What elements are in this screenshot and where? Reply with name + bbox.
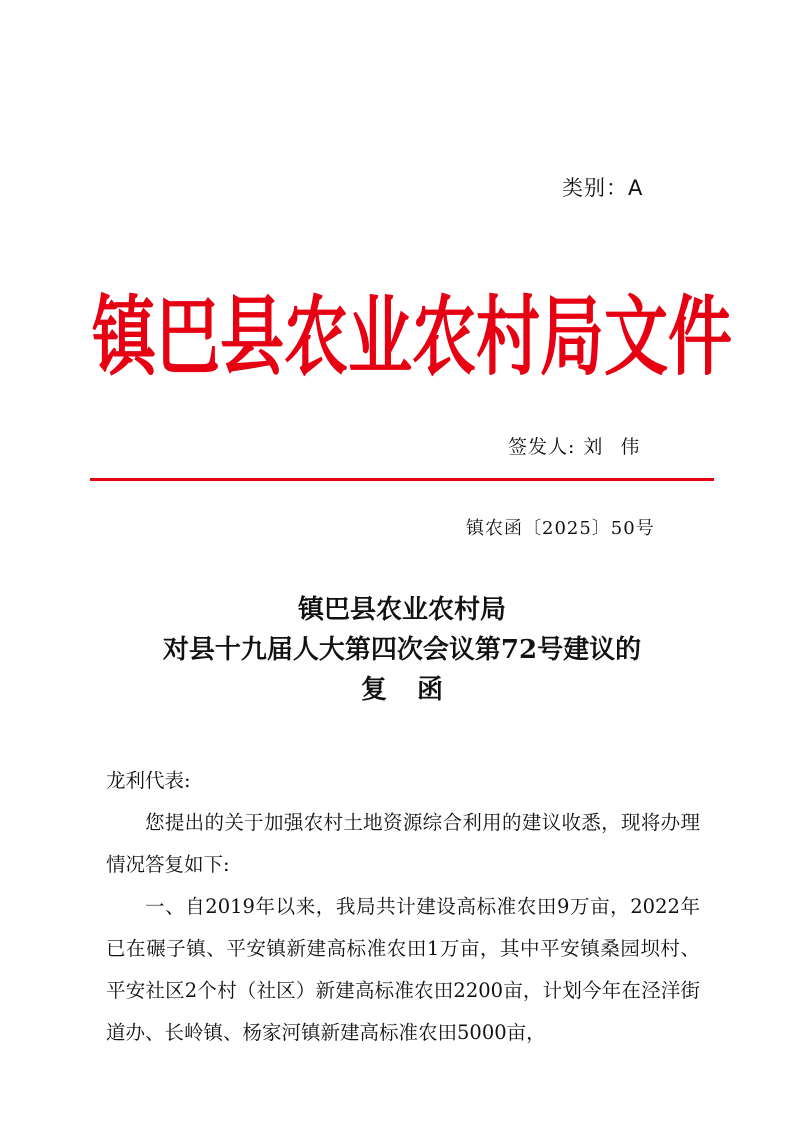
document-body <box>106 760 700 1054</box>
document-masthead: 镇巴县农业农村局文件 <box>92 288 732 389</box>
salutation: 龙利代表: <box>106 769 191 792</box>
red-divider-line <box>90 478 714 481</box>
signer-line <box>508 432 657 459</box>
title-line-2: 对县十九届人大第四次会议第72号建议的 <box>162 635 642 665</box>
title-line-3: 复函 <box>360 675 473 705</box>
signer-name: 刘伟 <box>583 436 658 458</box>
body-paragraph: 一、自2019年以来，我局共计建设高标准农田9万亩，2022年已在碾子镇、平安镇新建高标准农田1万亩，其中平安镇桑园坝村、平安社区2个村（社区）新建高标准农田2200亩，计划今年在泾洋街道办、长岭镇、杨家河镇新建高标准农田5000亩， <box>106 895 700 1044</box>
signer-label: 签发人: <box>508 436 576 458</box>
document-title <box>90 590 714 710</box>
document-number: 镇农函〔2025〕50号 <box>466 518 655 539</box>
body-paragraph: 您提出的关于加强农村土地资源综合利用的建议收悉，现将办理情况答复如下: <box>106 811 700 876</box>
title-line-1: 镇巴县农业农村局 <box>297 595 506 625</box>
category-label: 类别：A <box>562 176 644 200</box>
